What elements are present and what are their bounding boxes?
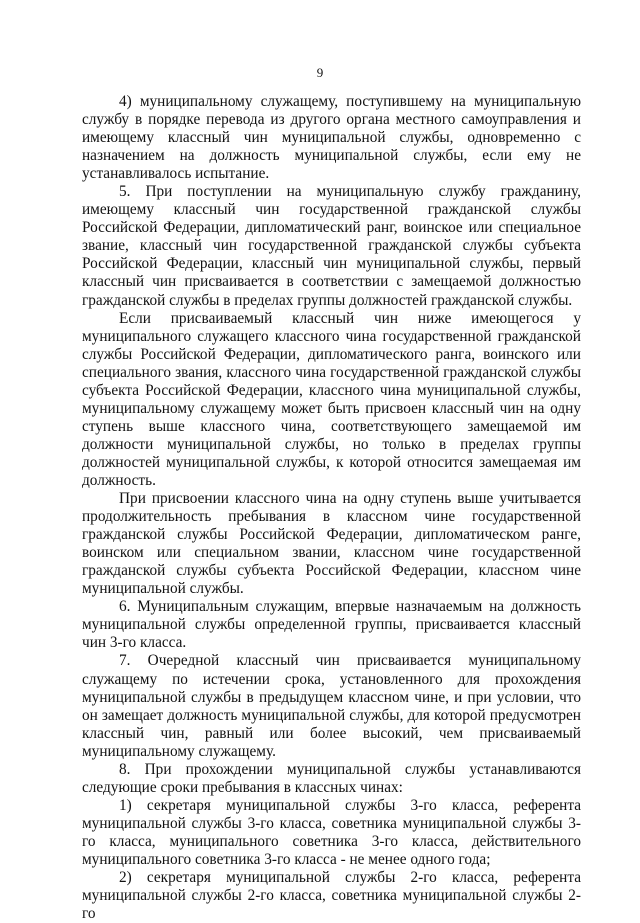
document-body	[82, 93, 581, 923]
paragraph-point-7: 7. Очередной классный чин присваивается муниципальному служащему по истечении срока, установленного для прохождения муниципальной службы в предыдущем классном чине, и при условии, что он замещает должность муниципальной службы, для которой предусмотрен классный чин, равный или более высокий, чем присваиваемый муниципальному служащему.	[82, 652, 581, 760]
paragraph-rank-duration: При присвоении классного чина на одну ступень выше учитывается продолжительность пребывания в классном чине государственной гражданской службы Российской Федерации, дипломатическом ранге, воинском или специальном звании, классном чине государственной гражданской службы субъекта Российской Федерации, классном чине муниципальной службы.	[82, 490, 581, 598]
paragraph-lower-rank: Если присваиваемый классный чин ниже имеющегося у муниципального служащего классного чина государственной гражданской службы Российской Федерации, дипломатического ранга, воинского или специального звания, классного чина государственной гражданской службы субъекта Российской Федерации, классного чина муниципальной службы, муниципальному служащему может быть присвоен классный чин на одну ступень выше классного чина, соответствующего замещаемой им должности муниципальной службы, но только в пределах группы должностей муниципальной службы, к которой относится замещаемая им должность.	[82, 309, 581, 489]
page-number: 9	[316, 65, 324, 80]
paragraph-point-6: 6. Муниципальным служащим, впервые назначаемым на должность муниципальной службы определенной группы, присваивается классный чин 3-го класса.	[82, 598, 581, 652]
paragraph-item-4: 4) муниципальному служащему, поступившему на муниципальную службу в порядке перевода из другого органа местного самоуправления и имеющему классный чин муниципальной службы, одновременно с назначением на должность муниципальной службы, если ему не устанавливалось испытание.	[82, 93, 581, 183]
paragraph-subitem-1: 1) секретаря муниципальной службы 3-го класса, референта муниципальной службы 3-го класса, советника муниципальной службы 3-го класса, муниципального советника 3-го класса, действительного муниципального советника 3-го класса - не менее одного года;	[82, 796, 581, 868]
paragraph-point-8: 8. При прохождении муниципальной службы устанавливаются следующие сроки пребывания в классных чинах:	[82, 760, 581, 796]
paragraph-subitem-2: 2) секретаря муниципальной службы 2-го класса, референта муниципальной службы 2-го класса, советника муниципальной службы 2-го	[82, 869, 581, 923]
paragraph-point-5: 5. При поступлении на муниципальную службу гражданину, имеющему классный чин государственной гражданской службы Российской Федерации, дипломатический ранг, воинское или специальное звание, классный чин государственной гражданской службы субъекта Российской Федерации, классный чин муниципальной службы, первый классный чин присваивается в соответствии с замещаемой должностью гражданской службы в пределах группы должностей гражданской службы.	[82, 183, 581, 309]
